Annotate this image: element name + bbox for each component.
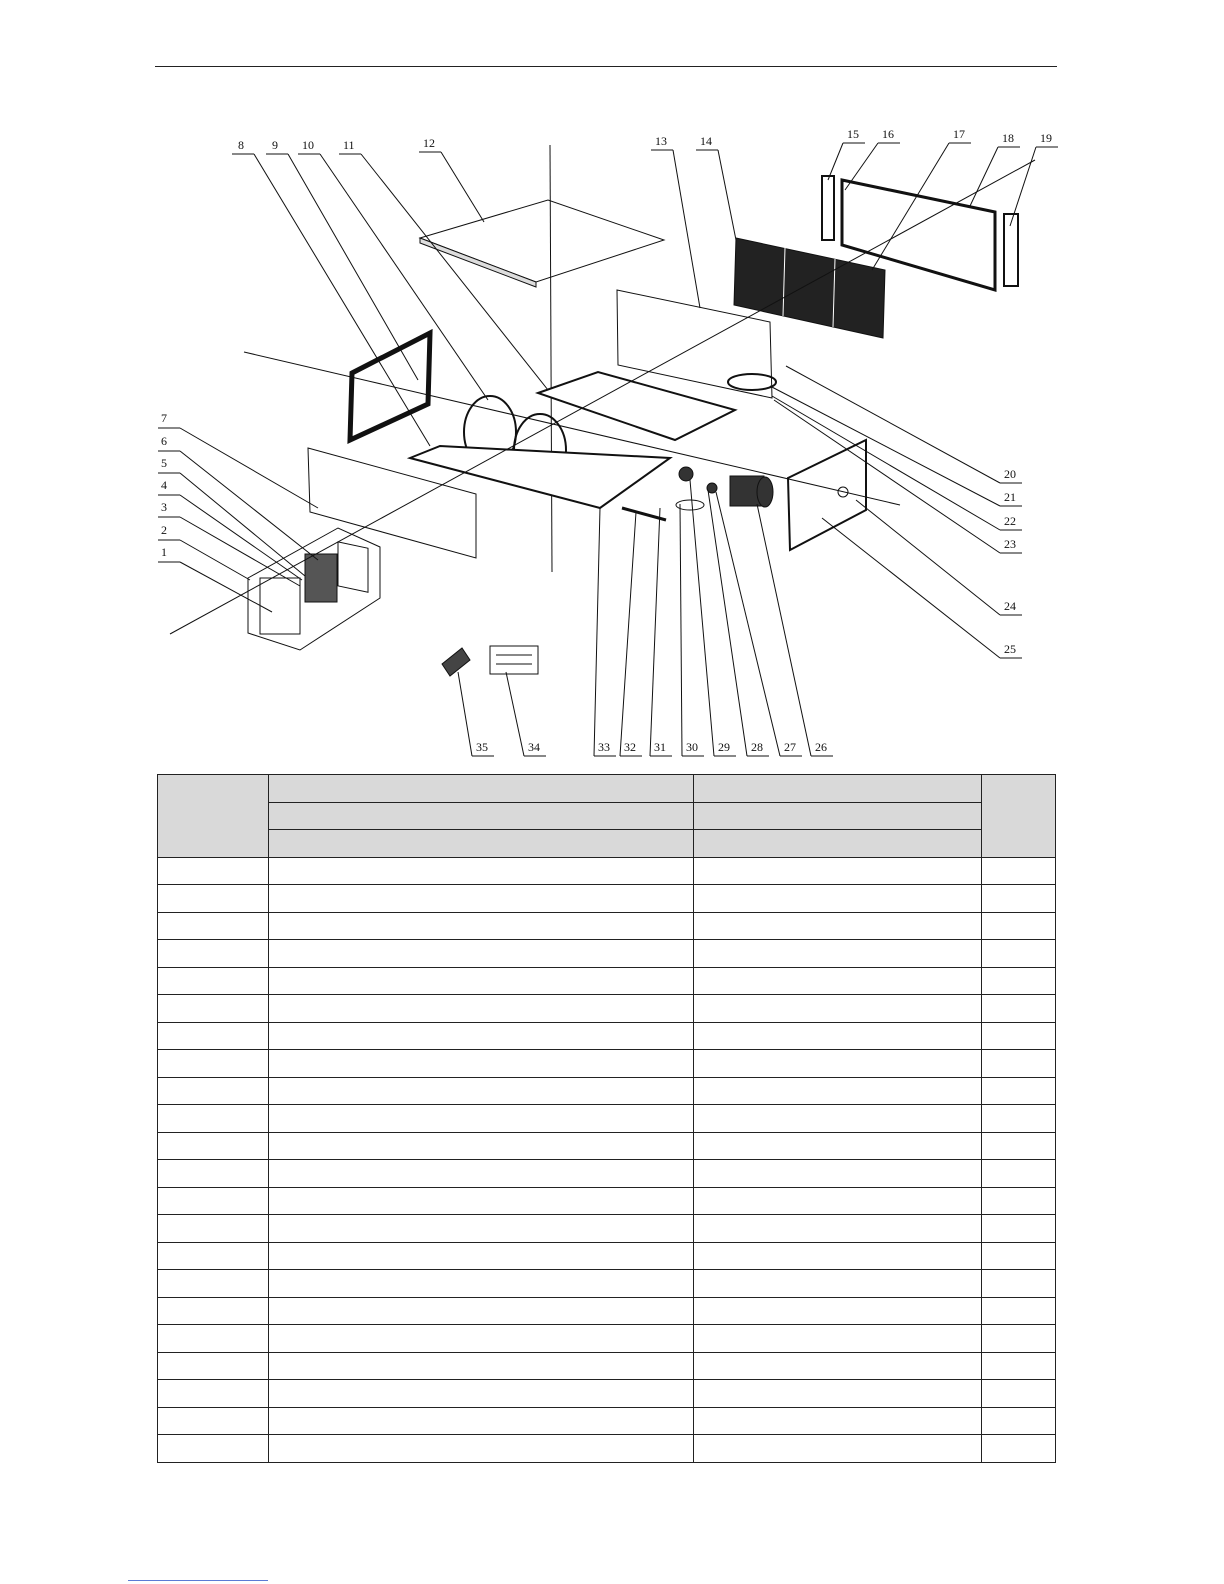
callout-2: 2 [161, 523, 167, 537]
callout-15: 15 [847, 127, 859, 141]
table-cell [982, 967, 1056, 995]
table-row [158, 1435, 1056, 1463]
header-cell [269, 802, 694, 830]
top-cover-plate [420, 200, 664, 282]
table-cell [694, 1242, 982, 1270]
callout-24: 24 [1004, 599, 1016, 613]
table-cell [269, 1132, 694, 1160]
header-cell [694, 775, 982, 803]
table-cell [158, 912, 269, 940]
table-cell [158, 1160, 269, 1188]
table-header-row [158, 802, 1056, 830]
table-cell [694, 1187, 982, 1215]
table-cell [158, 1297, 269, 1325]
table-row [158, 967, 1056, 995]
callout-6: 6 [161, 434, 167, 448]
table-row [158, 1077, 1056, 1105]
table-cell [982, 1050, 1056, 1078]
table-cell [158, 1242, 269, 1270]
table-cell [269, 1077, 694, 1105]
table-cell [694, 857, 982, 885]
table-row [158, 1352, 1056, 1380]
table-row [158, 857, 1056, 885]
table-cell [269, 857, 694, 885]
table-cell [269, 967, 694, 995]
callout-33: 33 [598, 740, 610, 754]
table-cell [269, 1325, 694, 1353]
table-cell [158, 1435, 269, 1463]
table-row [158, 1160, 1056, 1188]
callout-8: 8 [238, 138, 244, 152]
callout-7: 7 [161, 411, 167, 425]
table-header-row [158, 830, 1056, 858]
table-cell [269, 1380, 694, 1408]
callout-10: 10 [302, 138, 314, 152]
table-cell [269, 1407, 694, 1435]
table-cell [269, 1435, 694, 1463]
callout-1: 1 [161, 545, 167, 559]
callout-35: 35 [476, 740, 488, 754]
table-cell [982, 1077, 1056, 1105]
table-cell [269, 1215, 694, 1243]
table-cell [158, 1022, 269, 1050]
header-cell [269, 775, 694, 803]
table-cell [982, 940, 1056, 968]
table-cell [694, 1435, 982, 1463]
table-row [158, 1407, 1056, 1435]
table-cell [694, 885, 982, 913]
table-cell [158, 857, 269, 885]
table-row [158, 995, 1056, 1023]
table-cell [158, 1132, 269, 1160]
table-cell [158, 1187, 269, 1215]
table-row [158, 1105, 1056, 1133]
callout-19: 19 [1040, 131, 1052, 145]
table-cell [158, 967, 269, 995]
callout-32: 32 [624, 740, 636, 754]
table-cell [982, 857, 1056, 885]
callout-27: 27 [784, 740, 796, 754]
table-cell [269, 1242, 694, 1270]
table-cell [982, 1352, 1056, 1380]
footer-link-underline[interactable] [128, 1580, 268, 1581]
table-row [158, 1297, 1056, 1325]
parts-list-table [157, 774, 1056, 1463]
table-cell [694, 1105, 982, 1133]
table-cell [158, 885, 269, 913]
table-cell [269, 1022, 694, 1050]
callout-29: 29 [718, 740, 730, 754]
header-cell [694, 802, 982, 830]
table-cell [158, 1407, 269, 1435]
table-cell [269, 1187, 694, 1215]
table-cell [982, 1270, 1056, 1298]
table-row [158, 1022, 1056, 1050]
table-cell [982, 1187, 1056, 1215]
bearing [679, 467, 693, 481]
table-cell [269, 1270, 694, 1298]
table-cell [269, 912, 694, 940]
flange-right [1004, 214, 1018, 286]
callout-16: 16 [882, 127, 894, 141]
wired-controller [442, 648, 470, 676]
accessory-kit [490, 646, 538, 674]
table-cell [694, 1132, 982, 1160]
callout-14: 14 [700, 134, 712, 148]
table-cell [982, 1132, 1056, 1160]
table-cell [158, 1077, 269, 1105]
table-cell [269, 885, 694, 913]
table-cell [982, 1215, 1056, 1243]
table-cell [694, 1215, 982, 1243]
table-row [158, 1270, 1056, 1298]
callout-17: 17 [953, 127, 965, 141]
callout-13: 13 [655, 134, 667, 148]
table-cell [158, 1325, 269, 1353]
callout-12: 12 [423, 136, 435, 150]
table-cell [158, 995, 269, 1023]
table-row [158, 885, 1056, 913]
table-cell [982, 1105, 1056, 1133]
table-cell [982, 995, 1056, 1023]
table-cell [694, 1407, 982, 1435]
table-cell [694, 1022, 982, 1050]
table-cell [158, 1215, 269, 1243]
table-cell [694, 1050, 982, 1078]
table-cell [269, 1352, 694, 1380]
side-panel-right [788, 440, 866, 550]
callout-21: 21 [1004, 490, 1016, 504]
table-cell [982, 1022, 1056, 1050]
callout-9: 9 [272, 138, 278, 152]
table-cell [269, 940, 694, 968]
table-cell [269, 1160, 694, 1188]
table-cell [269, 1050, 694, 1078]
table-header-row [158, 775, 1056, 803]
table-cell [158, 1050, 269, 1078]
callout-26: 26 [815, 740, 827, 754]
table-row [158, 1325, 1056, 1353]
table-row [158, 1132, 1056, 1160]
callout-25: 25 [1004, 642, 1016, 656]
header-no-cell [158, 775, 269, 858]
table-cell [982, 1325, 1056, 1353]
table-cell [982, 885, 1056, 913]
table-cell [269, 1105, 694, 1133]
header-cell [694, 830, 982, 858]
table-cell [982, 1242, 1056, 1270]
table-cell [694, 940, 982, 968]
table-cell [694, 912, 982, 940]
table-cell [694, 967, 982, 995]
table-cell [694, 1380, 982, 1408]
table-cell [694, 995, 982, 1023]
table-cell [158, 940, 269, 968]
table-cell [694, 1160, 982, 1188]
table-cell [982, 1297, 1056, 1325]
callout-5: 5 [161, 456, 167, 470]
table-cell [158, 1380, 269, 1408]
table-row [158, 1215, 1056, 1243]
table-cell [982, 1380, 1056, 1408]
callout-34: 34 [528, 740, 540, 754]
table-cell [982, 912, 1056, 940]
table-cell [269, 1297, 694, 1325]
table-row [158, 1050, 1056, 1078]
table-cell [158, 1105, 269, 1133]
callout-4: 4 [161, 478, 167, 492]
table-row [158, 1187, 1056, 1215]
callout-18: 18 [1002, 131, 1014, 145]
table-cell [694, 1325, 982, 1353]
exploded-parts-diagram [0, 0, 1224, 770]
table-row [158, 912, 1056, 940]
callout-22: 22 [1004, 514, 1016, 528]
table-cell [158, 1352, 269, 1380]
table-cell [694, 1270, 982, 1298]
callout-3: 3 [161, 500, 167, 514]
callout-30: 30 [686, 740, 698, 754]
cover-plate [260, 578, 300, 634]
flange-left [822, 176, 834, 240]
table-cell [158, 1270, 269, 1298]
table-cell [694, 1077, 982, 1105]
callout-20: 20 [1004, 467, 1016, 481]
table-row [158, 1242, 1056, 1270]
table-cell [982, 1407, 1056, 1435]
callout-23: 23 [1004, 537, 1016, 551]
header-qty-cell [982, 775, 1056, 858]
control-board [305, 554, 337, 602]
table-cell [269, 995, 694, 1023]
table-row [158, 1380, 1056, 1408]
table-cell [694, 1352, 982, 1380]
callout-31: 31 [654, 740, 666, 754]
table-row [158, 940, 1056, 968]
table-cell [982, 1160, 1056, 1188]
header-cell [269, 830, 694, 858]
callout-11: 11 [343, 138, 355, 152]
callout-28: 28 [751, 740, 763, 754]
table-cell [694, 1297, 982, 1325]
table-cell [982, 1435, 1056, 1463]
